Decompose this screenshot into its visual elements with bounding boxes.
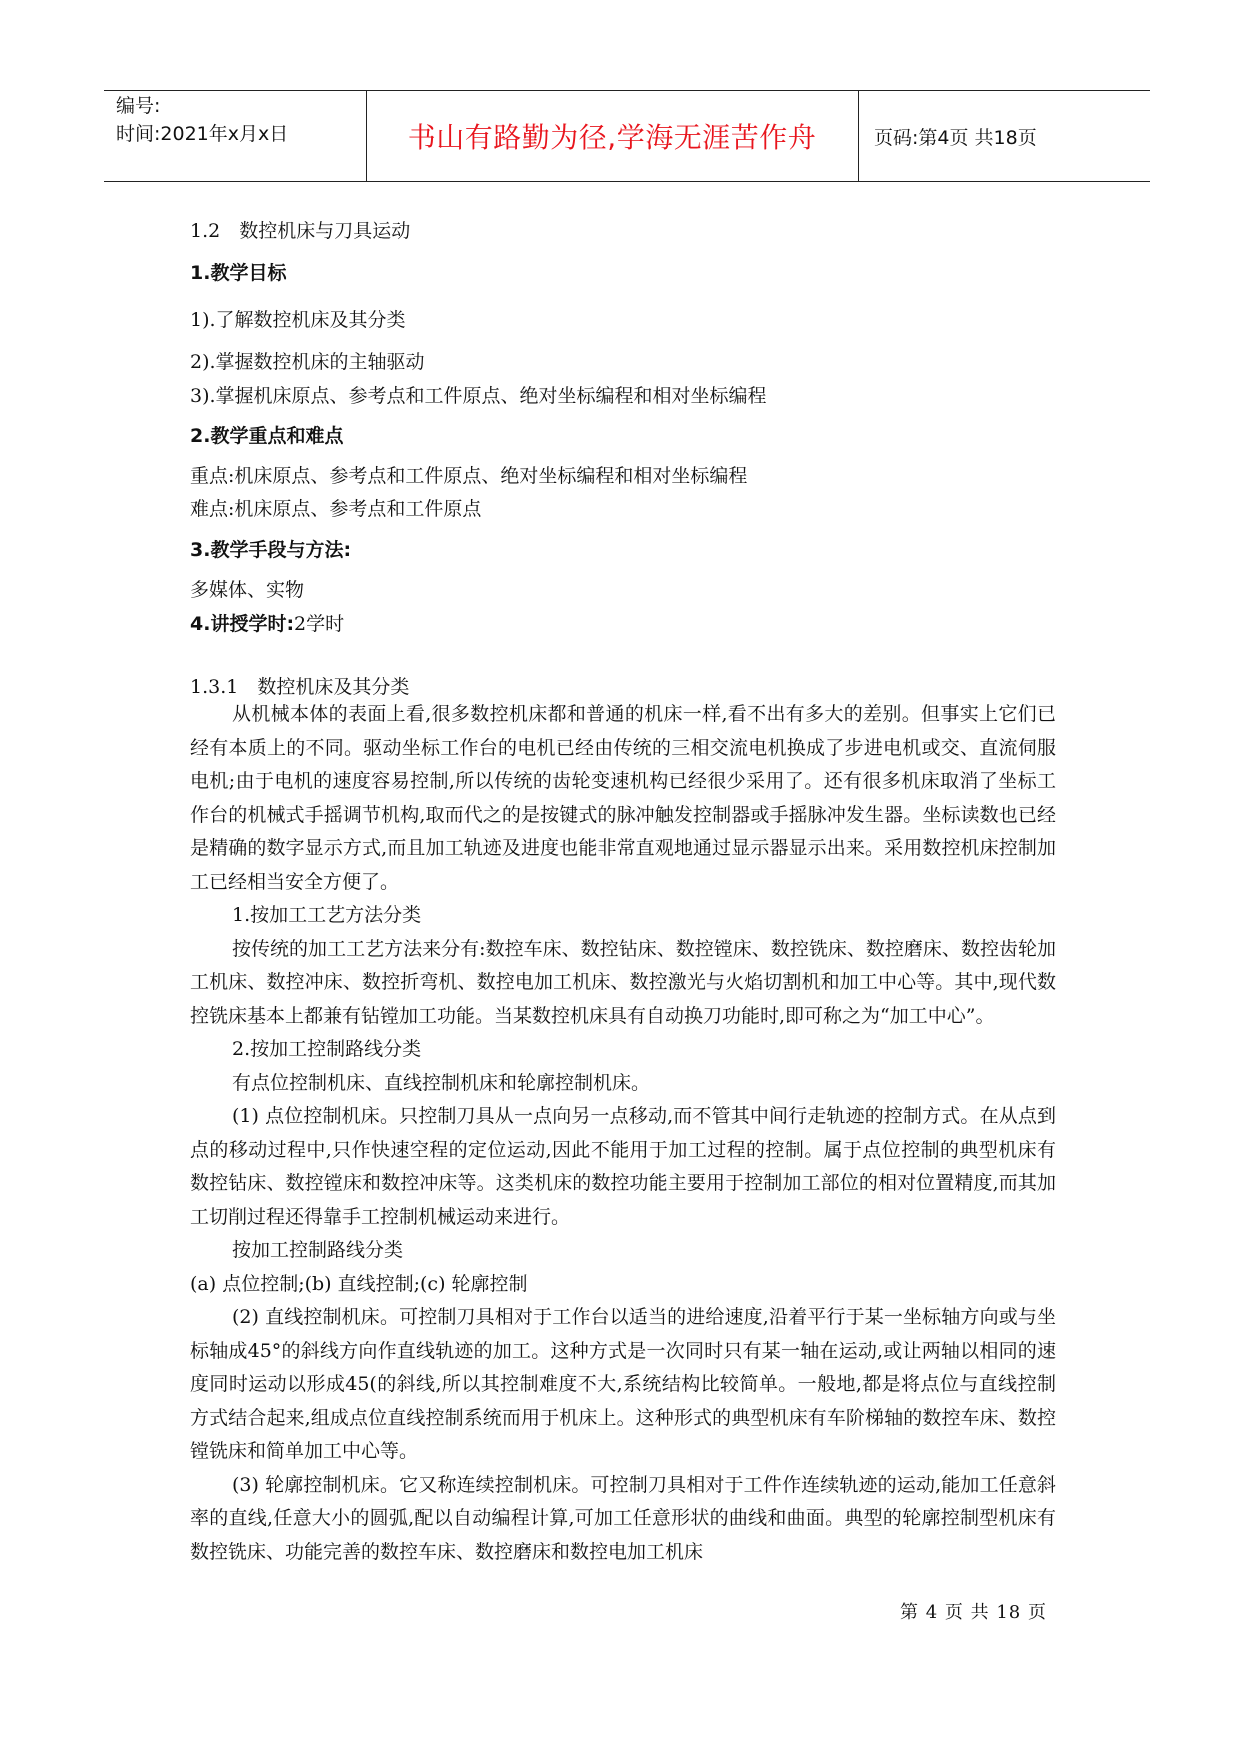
paragraph: (2) 直线控制机床。可控制刀具相对于工作台以适当的进给速度,沿着平行于某一坐标轴方向或与坐标轴成45°的斜线方向作直线轨迹的加工。这种方式是一次同时只有某一轴在运动,或让两轴以相同的速度同时运动以形成45(的斜线,所以其控制难度不大,系统结构比较简单。一般地,都是将点位与直线控制方式结合起来,组成点位直线控制系统而用于机床上。这种形式的典型机床有车阶梯轴的数控车床、数控镗铣床和简单加工中心等。 [190,1306,1056,1462]
header-bottom-rule [104,181,1150,182]
teaching-hours [190,609,344,636]
header-top-rule [104,90,1150,91]
methods-text: 多媒体、实物 [190,579,305,601]
header-motto: 书山有路勤为径,学海无涯苦作舟 [407,121,817,154]
difficulty-text: 难点:机床原点、参考点和工件原点 [190,498,482,520]
figure-subcaption: (a) 点位控制;(b) 直线控制;(c) 轮廓控制 [190,1272,528,1295]
focus-text: 重点:机床原点、参考点和工件原点、绝对坐标编程和相对坐标编程 [190,465,748,487]
header-meta [116,92,288,148]
header-page-number: 页码:第4页 共18页 [874,127,1037,149]
paragraph: 按传统的加工工艺方法来分有:数控车床、数控钻床、数控镗床、数控铣床、数控磨床、数控齿轮加工机床、数控冲床、数控折弯机、数控电加工机床、数控激光与火焰切割机和加工中心等。其中,现代数控铣床基本上都兼有钻镗加工功能。当某数控机床具有自动换刀功能时,即可称之为“加工中心”。 [190,937,1056,1027]
figure-caption: 按加工控制路线分类 [232,1239,404,1261]
page-header [104,90,1150,182]
paragraph: 从机械本体的表面上看,很多数控机床都和普通的机床一样,看不出有多大的差别。但事实上它们已经有本质上的不同。驱动坐标工作台的电机已经由传统的三相交流电机换成了步进电机或交、直流伺服电机;由于电机的速度容易控制,所以传统的齿轮变速机构已经很少采用了。还有很多机床取消了坐标工作台的机械式手摇调节机构,取而代之的是按键式的脉冲触发控制器或手摇脉冲发生器。坐标读数也已经是精确的数字显示方式,而且加工轨迹及进度也能非常直观地通过显示器显示出来。采用数控机床控制加工已经相当安全方便了。 [190,703,1056,893]
subsection-title: 1.3.1 数控机床及其分类 [190,676,410,698]
paragraph-heading: 1.按加工工艺方法分类 [232,904,422,926]
paragraph-heading: 2.按加工控制路线分类 [232,1038,422,1060]
section-title: 1.2 数控机床与刀具运动 [190,220,411,242]
goal-item: 1).了解数控机床及其分类 [190,309,406,331]
page-footer: 第 4 页 共 18 页 [900,1602,1047,1623]
hours-value: 2学时 [294,613,345,635]
paragraph: 有点位控制机床、直线控制机床和轮廓控制机床。 [232,1071,651,1094]
document-time: 时间:2021年x月x日 [116,123,289,145]
hours-label: 4.讲授学时: [190,613,295,635]
header-divider [858,90,859,182]
methods-heading: 3.教学手段与方法: [190,539,352,561]
paragraph: (3) 轮廓控制机床。它又称连续控制机床。可控制刀具相对于工件作连续轨迹的运动,能加工任意斜率的直线,任意大小的圆弧,配以自动编程计算,可加工任意形状的曲线和曲面。典型的轮廓控制型机床有数控铣床、功能完善的数控车床、数控磨床和数控电加工机床 [190,1473,1056,1563]
body-text [190,698,1056,1569]
document-number: 编号: [116,95,161,117]
goal-item: 2).掌握数控机床的主轴驱动 [190,351,425,373]
paragraph: (1) 点位控制机床。只控制刀具从一点向另一点移动,而不管其中间行走轨迹的控制方式。在从点到点的移动过程中,只作快速空程的定位运动,因此不能用于加工过程的控制。属于点位控制的典型机床有数控钻床、数控镗床和数控冲床等。这类机床的数控功能主要用于控制加工部位的相对位置精度,而其加工切削过程还得靠手工控制机械运动来进行。 [190,1105,1056,1228]
goal-item: 3).掌握机床原点、参考点和工件原点、绝对坐标编程和相对坐标编程 [190,385,767,407]
goals-heading: 1.教学目标 [190,262,287,284]
key-points-heading: 2.教学重点和难点 [190,425,344,447]
